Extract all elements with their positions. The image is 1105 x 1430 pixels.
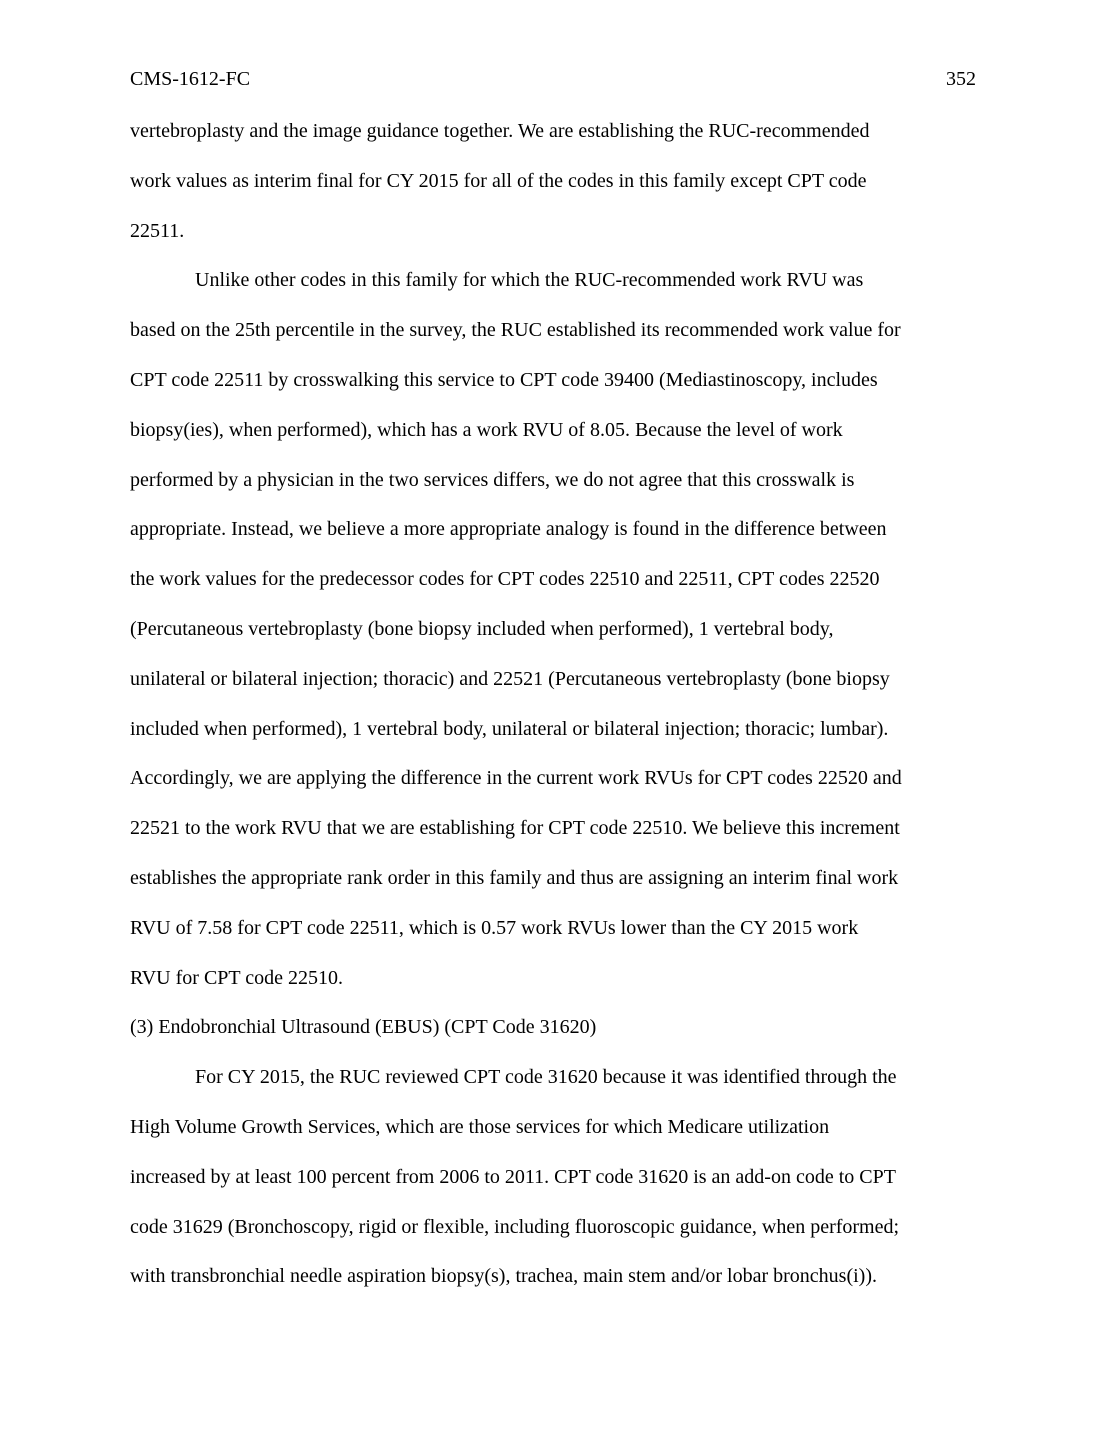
text-line: CPT code 22511 by crosswalking this service to CPT code 39400 (Mediastinoscopy, includes	[130, 368, 878, 391]
text-line: biopsy(ies), when performed), which has a work RVU of 8.05. Because the level of work	[130, 418, 843, 441]
text-line: For CY 2015, the RUC reviewed CPT code 31620 because it was identified through the	[195, 1066, 897, 1089]
document-id: CMS-1612-FC	[130, 68, 251, 90]
text-line: RVU of 7.58 for CPT code 22511, which is 0.57 work RVUs lower than the CY 2015 work	[130, 916, 859, 939]
text-line: vertebroplasty and the image guidance together. We are establishing the RUC-recommended	[130, 120, 870, 142]
text-line: increased by at least 100 percent from 2006 to 2011. CPT code 31620 is an add-on code to CPT	[130, 1165, 896, 1188]
text-line: the work values for the predecessor codes for CPT codes 22510 and 22511, CPT codes 22520	[130, 568, 880, 591]
text-line: performed by a physician in the two services differs, we do not agree that this crosswalk is	[130, 468, 855, 491]
text-line: appropriate. Instead, we believe a more appropriate analogy is found in the difference between	[130, 518, 887, 541]
text-line: 22521 to the work RVU that we are establishing for CPT code 22510. We believe this increment	[130, 817, 900, 840]
text-line: Unlike other codes in this family for which the RUC-recommended work RVU was	[195, 269, 864, 292]
text-line: (3) Endobronchial Ultrasound (EBUS) (CPT Code 31620)	[130, 1016, 597, 1039]
text-line: establishes the appropriate rank order in this family and thus are assigning an interim final work	[130, 866, 899, 889]
text-line: 22511.	[130, 219, 185, 242]
text-line: High Volume Growth Services, which are those services for which Medicare utilization	[130, 1115, 830, 1138]
text-line: Accordingly, we are applying the difference in the current work RVUs for CPT codes 22520 and	[130, 767, 902, 790]
page-header	[130, 66, 976, 92]
text-line: unilateral or bilateral injection; thoracic) and 22521 (Percutaneous vertebroplasty (bone biopsy	[130, 667, 890, 690]
text-line: with transbronchial needle aspiration biopsy(s), trachea, main stem and/or lobar bronchus(i)).	[130, 1265, 877, 1288]
text-line: based on the 25th percentile in the survey, the RUC established its recommended work value for	[130, 319, 901, 342]
text-line: (Percutaneous vertebroplasty (bone biopsy included when performed), 1 vertebral body,	[130, 617, 834, 640]
text-line: included when performed), 1 vertebral body, unilateral or bilateral injection; thoracic; lumbar).	[130, 717, 889, 740]
page-number: 352	[946, 68, 976, 90]
text-line: work values as interim final for CY 2015 for all of the codes in this family except CPT code	[130, 169, 867, 192]
text-line: code 31629 (Bronchoscopy, rigid or flexible, including fluoroscopic guidance, when performed;	[130, 1215, 900, 1238]
body-text	[130, 118, 976, 1313]
text-line: RVU for CPT code 22510.	[130, 966, 344, 989]
